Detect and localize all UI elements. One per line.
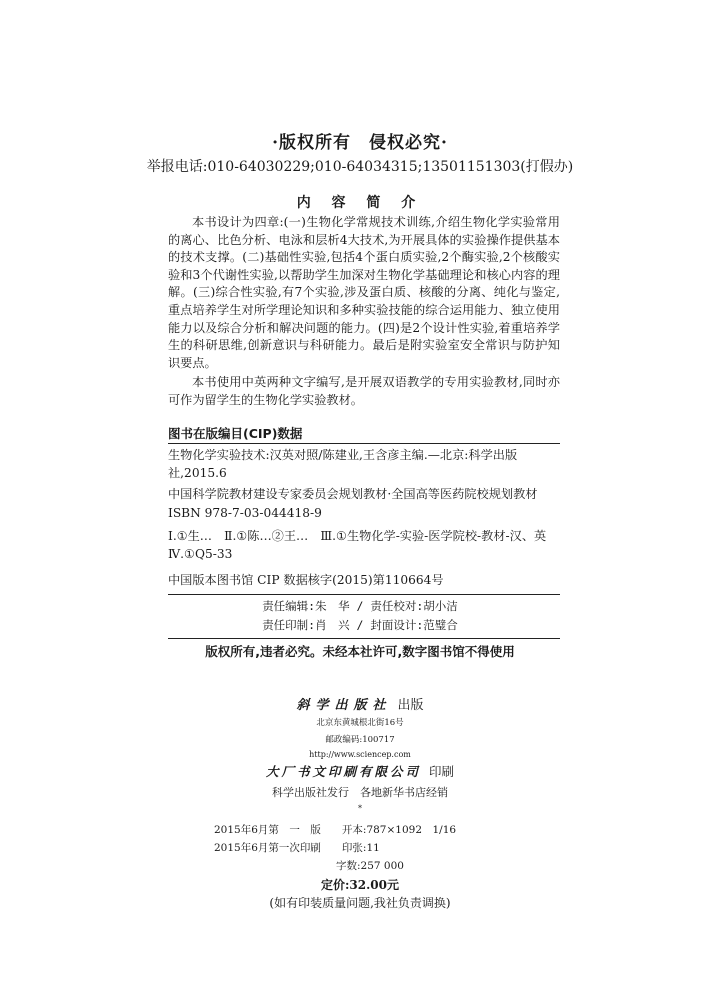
production-credits: 责任印制:肖 兴 / 封面设计:范璧合 [262, 618, 458, 632]
word-count: 字数:257 000 [336, 860, 404, 872]
edition-info: 2015年6月第 一 版 开本:787×1092 1/16 [214, 824, 457, 836]
publisher-website: http://www.sciencep.com [309, 750, 411, 759]
publisher-name: 斜学出版社 [296, 698, 392, 713]
publisher-action: 出版 [397, 698, 424, 713]
cip-header: 图书在版编目(CIP)数据 [168, 426, 303, 441]
summary-paragraph: 本书使用中英两种文字编写,是开展双语教学的专用实验教材,同时亦可作为留学生的生物化学实验教材。 [168, 375, 560, 407]
cip-entry: 中国科学院教材建设专家委员会规划教材·全国高等医药院校规划教材 [168, 487, 538, 501]
printer-name: 大厂书文印刷有限公司 [265, 764, 421, 779]
report-hotline: 举报电话:010-64030229;010-64034315;13501151303(打假办) [146, 159, 574, 175]
cip-entry: Ⅰ.①生… Ⅱ.①陈…②王… Ⅲ.①生物化学-实验-医学院校-教材-汉、英 Ⅳ.①Q5-33 [168, 529, 559, 561]
cip-isbn: ISBN 978-7-03-044418-9 [168, 506, 322, 520]
divider [168, 594, 560, 595]
price: 定价:32.00元 [320, 878, 399, 892]
publisher-address: 北京东黄城根北街16号 [316, 718, 404, 728]
divider [168, 443, 560, 444]
publisher-postcode: 邮政编码:100717 [325, 735, 395, 745]
publisher-line [0, 694, 720, 713]
copyright-notice: 版权所有,违者必究。未经本社许可,数字图书馆不得使用 [205, 644, 515, 659]
divider [168, 638, 560, 639]
printer-line [0, 762, 720, 780]
printer-action: 印刷 [429, 764, 455, 779]
summary-paragraph: 本书设计为四章:(一)生物化学常规技术训练,介绍生物化学实验常用的离心、比色分析、电泳和层析4大技术,为开展具体的实验操作提供基本的技术支撑。(二)基础性实验,包括4个蛋白质实验,2个酶实验,2个核酸实验和3个代谢性实验,以帮助学生加深对生物化学基础理论和核心内容的理解。(三)综合性实验,有7个实验,涉及蛋白质、核酸的分离、纯化与鉴定,重点培养学生对所学理论知识和多种实验技能的综合运用能力、独立使用能力以及综合分析和解决问题的能力。(四)是2个设计性实验,着重培养学生的科研思维,创新意识与科研能力。最后是附实验室安全常识与防护知识要点。 [168, 215, 560, 370]
separator-mark: * [358, 804, 362, 813]
quality-guarantee: (如有印装质量问题,我社负责调换) [269, 896, 451, 910]
distribution-info: 科学出版社发行 各地新华书店经销 [272, 786, 448, 799]
cip-number: 中国版本图书馆 CIP 数据核字(2015)第110664号 [168, 573, 444, 587]
editor-credits: 责任编辑:朱 华 / 责任校对:胡小洁 [262, 599, 458, 613]
printing-info: 2015年6月第一次印刷 印张:11 [214, 842, 380, 854]
copyright-title: ·版权所有 侵权必究· [272, 133, 448, 153]
cip-entry: 生物化学实验技术:汉英对照/陈建业,王含彦主编.—北京:科学出版社,2015.6 [168, 448, 518, 480]
summary-title: 内 容 简 介 [296, 195, 424, 211]
